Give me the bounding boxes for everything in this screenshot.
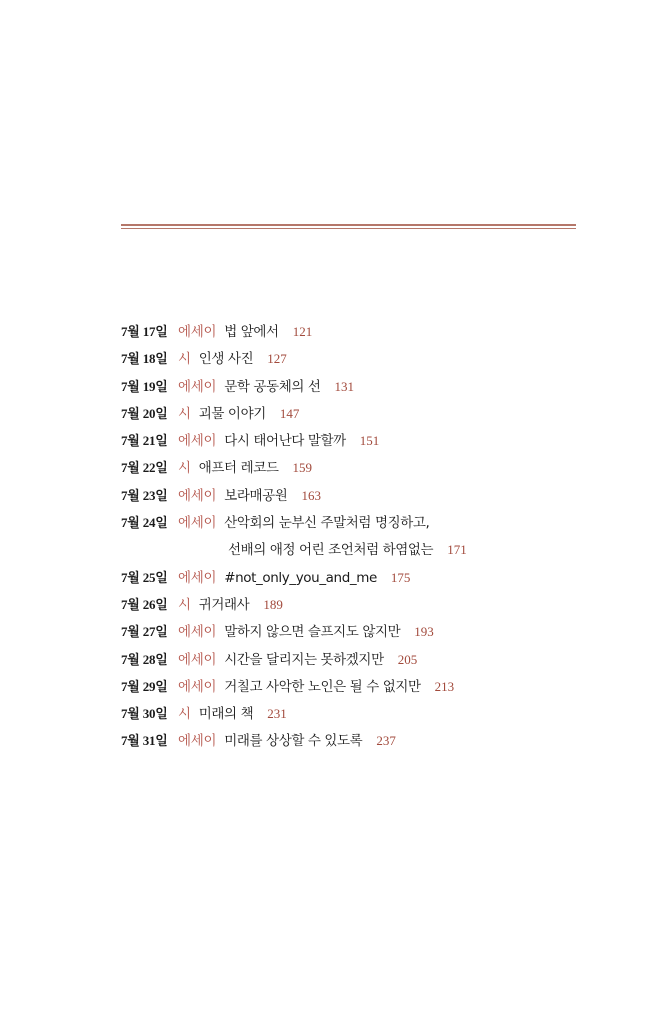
entry-genre: 시 [178, 706, 191, 723]
entry-date: 7월 23일 [121, 487, 168, 503]
entry-genre: 시 [178, 596, 191, 613]
toc-entry[interactable] [121, 646, 621, 673]
entry-genre: 에세이 [178, 433, 217, 450]
entry-title: 법 앞에서 [224, 324, 279, 340]
toc-entry[interactable] [121, 427, 621, 454]
entry-date: 7월 27일 [121, 624, 168, 640]
entry-page-number: 159 [292, 460, 312, 476]
entry-page-number: 127 [267, 351, 287, 367]
entry-page-number: 193 [414, 624, 434, 640]
entry-title: 미래를 상상할 수 있도록 [224, 733, 363, 750]
entry-title: 인생 사진 [198, 351, 254, 368]
entry-title: 보라매공원 [224, 487, 288, 504]
toc-entry[interactable] [121, 591, 621, 618]
entry-date: 7월 28일 [121, 651, 168, 667]
entry-genre: 에세이 [178, 624, 217, 641]
entry-page-number: 213 [434, 678, 455, 694]
entry-title: 미래의 책 [198, 706, 254, 723]
entry-genre: 에세이 [178, 651, 217, 668]
entry-date: 7월 22일 [121, 460, 168, 476]
entry-date: 7월 24일 [121, 515, 168, 531]
entry-title: 문학 공동체의 선 [224, 378, 321, 395]
entry-title: 애프터 레코드 [198, 460, 279, 477]
entry-title-line2: 선배의 애정 어린 조언처럼 하염없는 [228, 542, 434, 559]
entry-title: #not_only_you_and_me [224, 569, 377, 586]
entry-genre: 에세이 [178, 733, 217, 750]
entry-date: 7월 26일 [121, 596, 168, 612]
toc-entry[interactable] [121, 373, 621, 400]
entry-title: 다시 태어난다 말할까 [224, 433, 346, 450]
entry-page-number: 175 [390, 569, 411, 585]
entry-page-number: 171 [447, 542, 467, 558]
toc-entry[interactable] [121, 700, 621, 727]
entry-genre: 시 [178, 351, 191, 368]
entry-genre: 에세이 [178, 678, 217, 695]
entry-date: 7월 31일 [121, 733, 168, 749]
entry-date: 7월 20일 [121, 405, 168, 421]
entry-page-number: 237 [376, 733, 396, 749]
toc-entry[interactable] [121, 618, 621, 645]
entry-page-number: 205 [397, 651, 418, 667]
toc-entry[interactable] [121, 454, 621, 481]
entry-genre: 에세이 [178, 569, 217, 586]
entry-page-number: 147 [279, 405, 300, 421]
entry-genre: 시 [178, 460, 191, 477]
entry-genre: 시 [178, 405, 191, 422]
toc-entry-continuation[interactable] [121, 536, 621, 563]
header-rule-thin [121, 228, 576, 229]
toc-entry[interactable] [121, 482, 621, 509]
toc-entry[interactable] [121, 727, 621, 754]
entry-page-number: 189 [263, 596, 283, 612]
toc-entry[interactable] [121, 673, 621, 700]
header-rule-thick [121, 224, 576, 226]
entry-title: 귀거래사 [198, 596, 250, 613]
toc-entry[interactable] [121, 509, 621, 536]
entry-date: 7월 17일 [121, 324, 168, 339]
entry-title: 괴물 이야기 [198, 405, 266, 422]
entry-date: 7월 30일 [121, 706, 168, 722]
entry-genre: 에세이 [178, 378, 217, 395]
toc-entry[interactable] [121, 564, 621, 591]
toc-entry[interactable] [121, 318, 621, 345]
toc-entry[interactable] [121, 345, 621, 372]
toc-entry[interactable] [121, 400, 621, 427]
entry-date: 7월 25일 [121, 569, 168, 585]
entry-genre: 에세이 [178, 324, 217, 340]
entry-page-number: 131 [334, 378, 355, 394]
entry-title: 말하지 않으면 슬프지도 않지만 [224, 624, 401, 641]
entry-title: 시간을 달리지는 못하겠지만 [224, 651, 384, 668]
entry-page-number: 121 [292, 324, 313, 339]
entry-title: 거칠고 사악한 노인은 될 수 없지만 [224, 678, 421, 695]
entry-date: 7월 19일 [121, 378, 168, 394]
entry-genre: 에세이 [178, 487, 217, 504]
entry-genre: 에세이 [178, 515, 217, 532]
entry-page-number: 151 [359, 433, 380, 449]
entry-date: 7월 29일 [121, 678, 168, 694]
table-of-contents [121, 318, 621, 755]
entry-page-number: 231 [267, 706, 287, 722]
entry-date: 7월 21일 [121, 433, 168, 449]
entry-date: 7월 18일 [121, 351, 168, 367]
entry-page-number: 163 [301, 487, 321, 503]
entry-title: 산악회의 눈부신 주말처럼 명징하고, [224, 515, 430, 532]
